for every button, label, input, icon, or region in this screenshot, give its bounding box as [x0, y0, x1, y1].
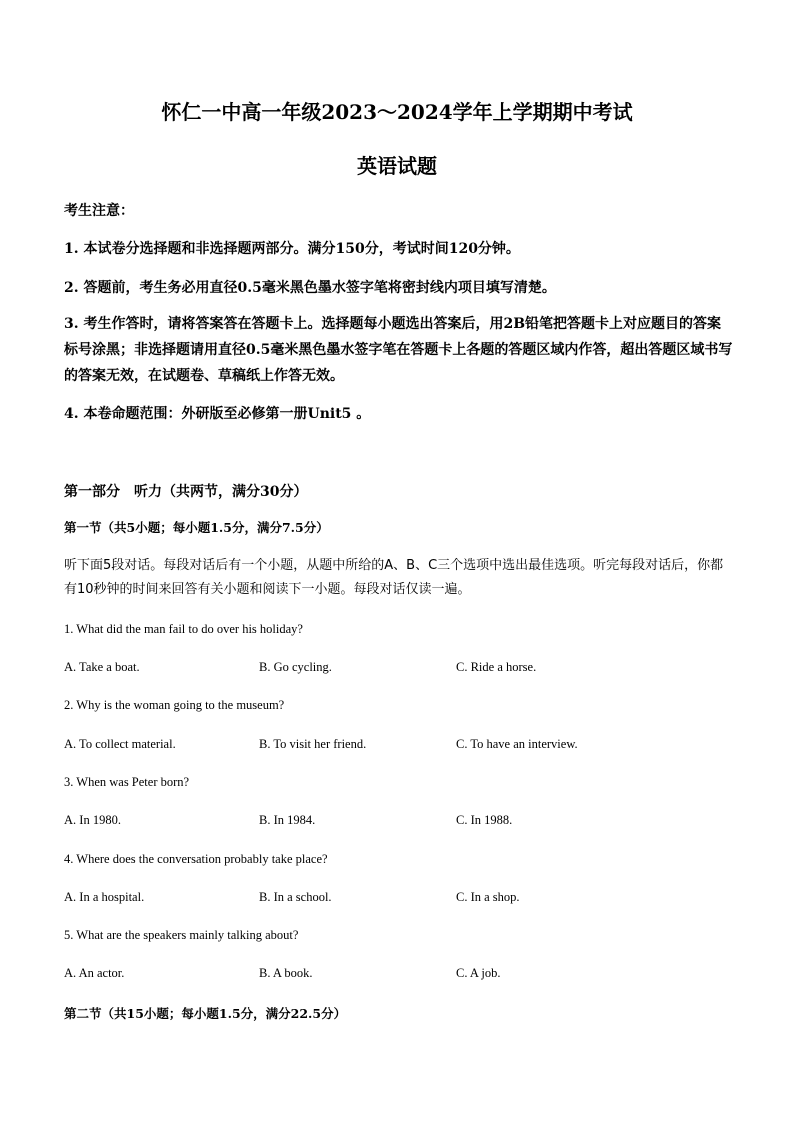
- question-stem: 3. When was Peter born?: [64, 775, 190, 789]
- notice-item: 4. 本卷命题范围：外研版至必修第一册Unit5 。: [64, 406, 371, 422]
- notice-item: 1. 本试卷分选择题和非选择题两部分。满分150分，考试时间120分钟。: [64, 241, 520, 257]
- notice-item: 2. 答题前，考生务必用直径0.5毫米黑色墨水签字笔将密封线内项目填写清楚。: [64, 280, 556, 296]
- notice-item: 3. 考生作答时，请将答案答在答题卡上。选择题每小题选出答案后，用2B铅笔把答题卡上对应题目的答案标号涂黑；非选择题请用直径0.5毫米黑色墨水签字笔在答题卡上各题的答题区域内作答，超出答题区域书写的答案无效，在试题卷、草稿纸上作答无效。: [64, 316, 733, 384]
- question-stem: 1. What did the man fail to do over his holiday?: [64, 622, 303, 636]
- option-b: B. In a school.: [259, 890, 332, 904]
- option-c: C. In 1988.: [456, 813, 513, 827]
- option-b: B. To visit her friend.: [259, 737, 367, 751]
- section1-instructions: 听下面5段对话。每段对话后有一个小题，从题中所给的A、B、C三个选项中选出最佳选项。听完每段对话后，你都有10秒钟的时间来回答有关小题和阅读下一小题。每段对话仅读一遍。: [64, 558, 724, 597]
- notice-heading: 考生注意：: [64, 203, 134, 219]
- section1-title: 第一节（共5小题；每小题1.5分，满分7.5分）: [64, 520, 329, 535]
- option-a: A. An actor.: [64, 966, 125, 980]
- option-c: C. To have an interview.: [456, 737, 578, 751]
- option-b: B. In 1984.: [259, 813, 316, 827]
- question-stem: 2. Why is the woman going to the museum?: [64, 698, 285, 712]
- option-a: A. In 1980.: [64, 813, 121, 827]
- option-b: B. Go cycling.: [259, 660, 332, 674]
- option-a: A. To collect material.: [64, 737, 176, 751]
- option-c: C. A job.: [456, 966, 501, 980]
- option-a: A. In a hospital.: [64, 890, 145, 904]
- exam-title: 怀仁一中高一年级2023～2024学年上学期期中考试: [161, 100, 633, 124]
- question-stem: 4. Where does the conversation probably take place?: [64, 852, 328, 866]
- exam-subtitle: 英语试题: [357, 154, 437, 178]
- question-stem: 5. What are the speakers mainly talking about?: [64, 928, 299, 942]
- option-a: A. Take a boat.: [64, 660, 140, 674]
- option-c: C. Ride a horse.: [456, 660, 537, 674]
- option-c: C. In a shop.: [456, 890, 520, 904]
- section2-title: 第二节（共15小题；每小题1.5分，满分22.5分）: [64, 1006, 347, 1021]
- part1-title: 第一部分 听力（共两节，满分30分）: [64, 484, 308, 500]
- option-b: B. A book.: [259, 966, 313, 980]
